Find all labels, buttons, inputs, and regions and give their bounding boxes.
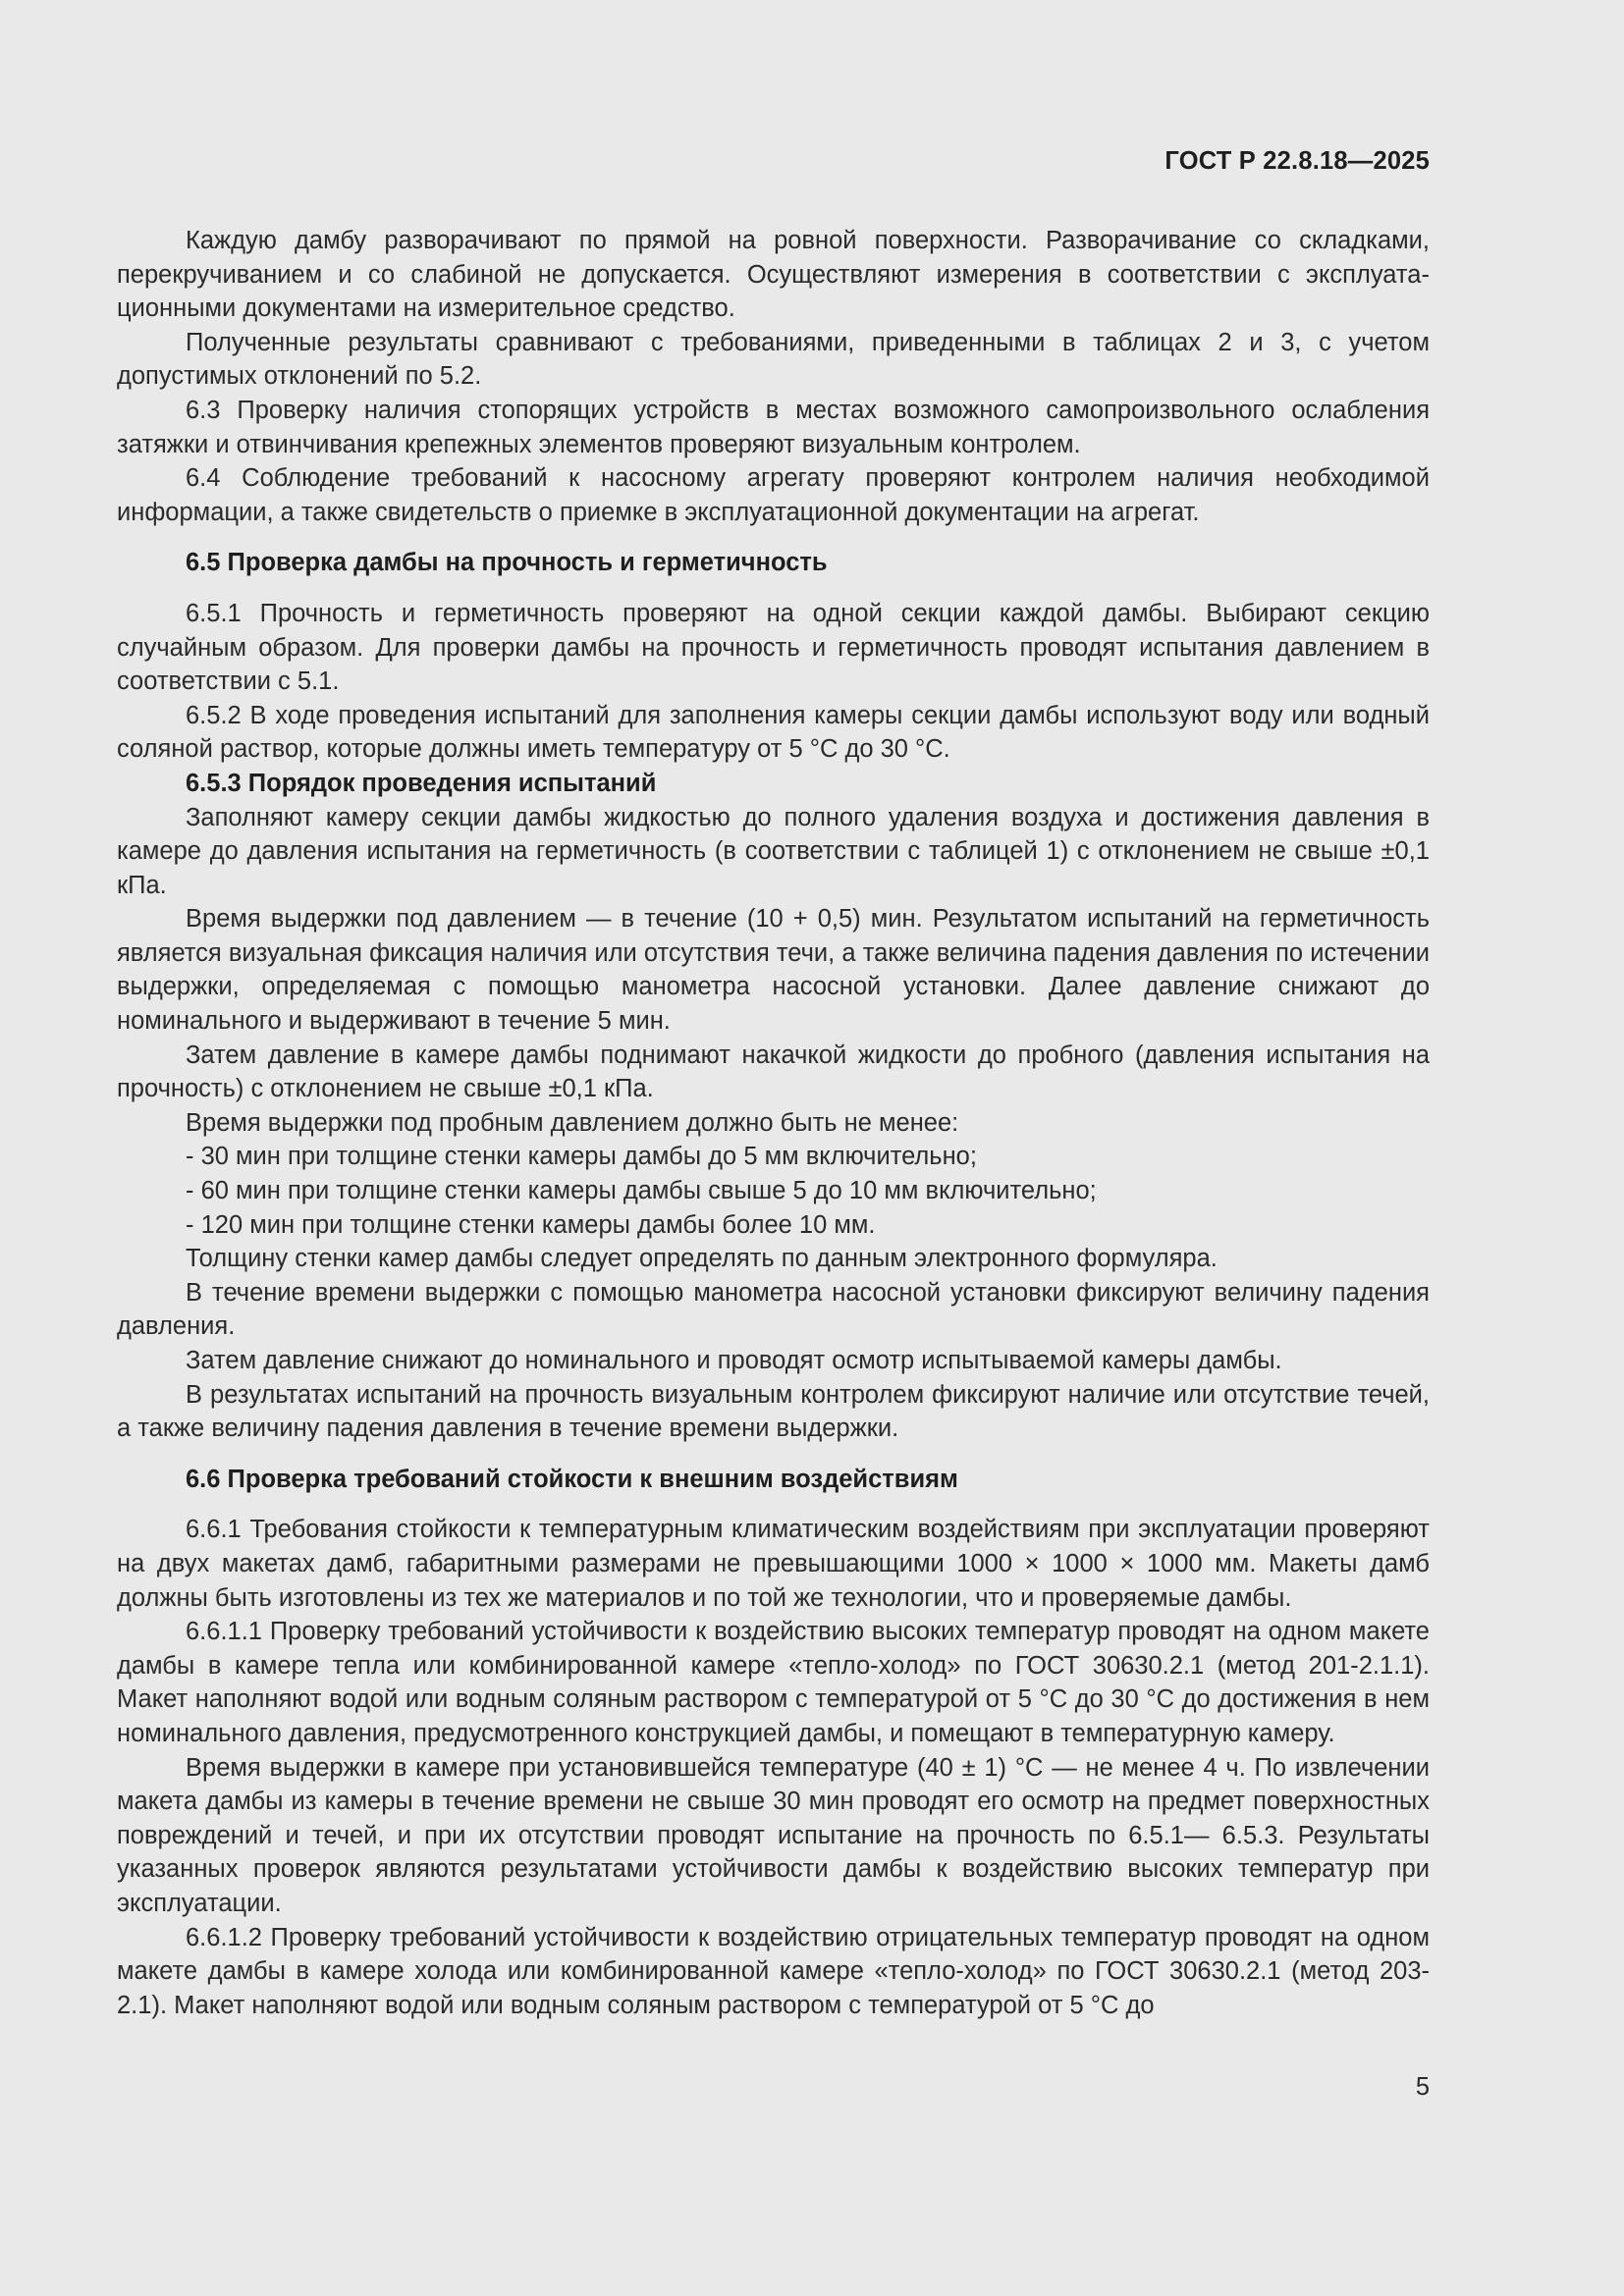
section-heading-6-5: 6.5 Проверка дамбы на прочность и герметичность <box>186 549 828 577</box>
paragraph: Толщину стенки камер дамбы следует определять по данным электронного формуляра. <box>186 1245 1218 1273</box>
paragraph-6-5-1: 6.5.1 Прочность и герметичность проверяют на одной секции каждой дамбы. Выбирают секцию случайным образом. Для проверки дамбы на прочность и герметичность проводят испытания давлением в соответствии с 5.1. <box>117 599 1430 696</box>
list-item: - 60 мин при толщине стенки камеры дамбы свыше 5 до 10 мм включительно; <box>186 1177 1097 1205</box>
paragraph: Каждую дамбу разворачивают по прямой на ровной поверхности. Разворачивание со складками, перекручиванием и со слабиной не допускается. Осуществляют измерения в соответствии с эксплуатационными документами на измерительное средство. <box>117 227 1430 323</box>
document-code-header: ГОСТ Р 22.8.18—2025 <box>1164 147 1430 175</box>
paragraph-6-6-1-2: 6.6.1.2 Проверку требований устойчивости к воздействию отрицательных температур проводят на одном макете дамбы в камере холода или комбинированной камере «тепло-холод» по ГОСТ 30630.2.1 (метод 203-2.1). Макет наполняют водой или водным соляным раствором с температурой от 5 °С до <box>117 1923 1430 2019</box>
subsection-heading-6-5-3: 6.5.3 Порядок проведения испытаний <box>186 769 657 797</box>
paragraph: Затем давление в камере дамбы поднимают накачкой жидкости до пробного (давления испытания на прочность) с отклонением не свыше ±0,1 кПа. <box>117 1041 1430 1103</box>
paragraph-6-3: 6.3 Проверку наличия стопорящих устройств в местах возможного самопроизвольного ослабления затяжки и отвинчивания крепежных элементов проверяют визуальным контролем. <box>117 396 1430 458</box>
paragraph: Время выдержки в камере при установившейся температуре (40 ± 1) °С — не менее 4 ч. По извлечении макета дамбы из камеры в течение времени не свыше 30 мин проводят его осмотр на предмет поверхностных повреждений и течей, и при их отсутствии проводят испытание на прочность по 6.5.1— 6.5.3. Результаты указанных проверок являются результатами устойчивости дамбы к воздействию высоких температур при эксплуатации. <box>117 1753 1430 1917</box>
paragraph: В результатах испытаний на прочность визуальным контролем фиксируют наличие или отсутствие течей, а также величину падения давления в течение времени выдержки. <box>117 1380 1430 1443</box>
paragraph: Полученные результаты сравнивают с требованиями, приведенными в таблицах 2 и 3, с учетом допустимых отклонений по 5.2. <box>117 328 1430 391</box>
page-number: 5 <box>1415 2073 1430 2101</box>
paragraph-6-6-1: 6.6.1 Требования стойкости к температурным климатическим воздействиям при эксплуатации проверяют на двух макетах дамб, габаритными размерами не превышающими 1000 × 1000 × 1000 мм. Макеты дамб должны быть изготовлены из тех же материалов и по той же технологии, что и проверяемые дамбы. <box>117 1516 1430 1612</box>
paragraph: Время выдержки под давлением — в течение (10 + 0,5) мин. Результатом испытаний на герметичность является визуальная фиксация наличия или отсутствия течи, а также величина падения давления по истечении выдержки, определяемая с помощью манометра насосной установки. Далее давление снижают до номинального и выдерживают в течение 5 мин. <box>117 905 1430 1036</box>
paragraph-6-6-1-1: 6.6.1.1 Проверку требований устойчивости к воздействию высоких температур проводят на одном макете дамбы в камере тепла или комбинированной камере «тепло-холод» по ГОСТ 30630.2.1 (метод 201-2.1.1). Макет наполняют водой или водным соляным раствором с температурой от 5 °С до 30 °С до достижения в нем номинального давления, предусмотренного конструкцией дамбы, и помещают в температурную камеру. <box>117 1618 1430 1747</box>
document-body <box>117 224 1430 2022</box>
paragraph: Заполняют камеру секции дамбы жидкостью до полного удаления воздуха и достижения давления в камере до давления испытания на герметичность (в соответствии с таблицей 1) с отклонением не свыше ±0,1 кПа. <box>117 803 1430 899</box>
list-item: - 30 мин при толщине стенки камеры дамбы до 5 мм включительно; <box>186 1143 977 1171</box>
paragraph: В течение времени выдержки с помощью манометра насосной установки фиксируют величину падения давления. <box>117 1278 1430 1341</box>
list-item: - 120 мин при толщине стенки камеры дамбы более 10 мм. <box>186 1210 876 1239</box>
paragraph-6-4: 6.4 Соблюдение требований к насосному агрегату проверяют контролем наличия необходимой информации, а также свидетельств о приемке в эксплуатационной документации на агрегат. <box>117 464 1430 526</box>
paragraph: Время выдержки под пробным давлением должно быть не менее: <box>186 1108 959 1137</box>
paragraph-6-5-2: 6.5.2 В ходе проведения испытаний для заполнения камеры секции дамбы используют воду или водный соляной раствор, которые должны иметь температуру от 5 °С до 30 °С. <box>117 701 1430 764</box>
paragraph: Затем давление снижают до номинального и проводят осмотр испытываемой камеры дамбы. <box>186 1347 1282 1374</box>
section-heading-6-6: 6.6 Проверка требований стойкости к внешним воздействиям <box>186 1465 958 1493</box>
